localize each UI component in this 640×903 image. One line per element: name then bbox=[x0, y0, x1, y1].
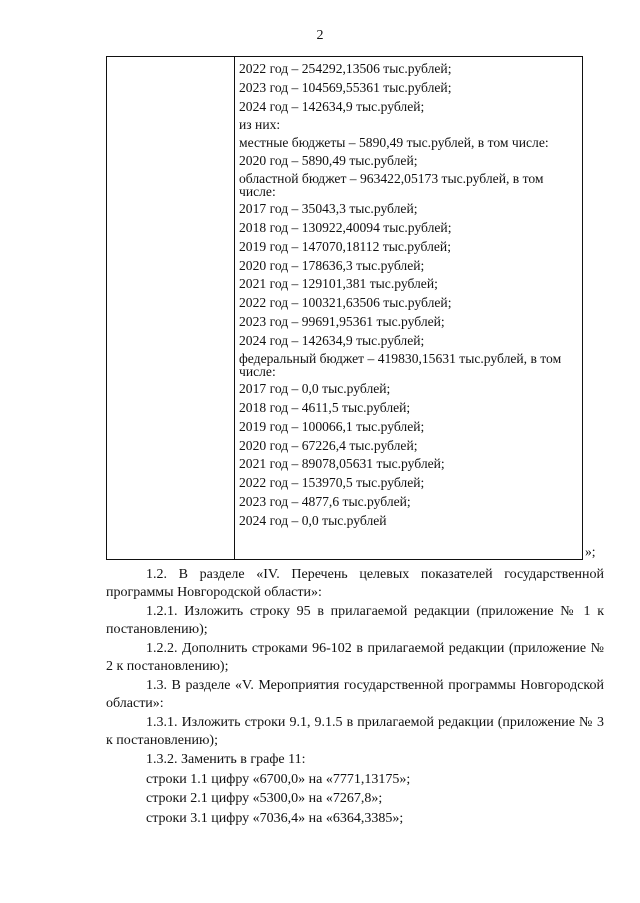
paragraph: 1.2.1. Изложить строку 95 в прилагаемой редакции (приложение № 1 к постановлению); bbox=[106, 604, 604, 637]
paragraph: строки 3.1 цифру «7036,4» на «6364,3385»; bbox=[146, 810, 404, 826]
funding-line: 2020 год – 178636,3 тыс.рублей; bbox=[239, 257, 425, 273]
funding-line: 2022 год – 254292,13506 тыс.рублей; bbox=[239, 61, 452, 76]
paragraph: 1.3. В разделе «V. Мероприятия государственной программы Новгородской области»: bbox=[106, 678, 604, 711]
funding-line: 2020 год – 67226,4 тыс.рублей; bbox=[239, 437, 418, 453]
funding-line: 2024 год – 0,0 тыс.рублей bbox=[239, 512, 387, 528]
funding-line: 2024 год – 142634,9 тыс.рублей; bbox=[239, 332, 425, 348]
table-closing-quote: »; bbox=[585, 544, 596, 559]
funding-line: 2024 год – 142634,9 тыс.рублей; bbox=[239, 98, 425, 114]
paragraph: 1.3.2. Заменить в графе 11: bbox=[146, 752, 306, 767]
paragraph: 1.3.1. Изложить строки 9.1, 9.1.5 в прилагаемой редакции (приложение № 3 к постановлению); bbox=[106, 715, 604, 748]
funding-line: федеральный бюджет – 419830,15631 тыс.рублей, в том числе: bbox=[239, 350, 562, 379]
funding-line: 2019 год – 147070,18112 тыс.рублей; bbox=[239, 238, 451, 254]
funding-line: 2017 год – 0,0 тыс.рублей; bbox=[239, 381, 391, 397]
funding-line: местные бюджеты – 5890,49 тыс.рублей, в том числе: bbox=[239, 135, 549, 151]
column-divider bbox=[234, 57, 235, 559]
funding-line: 2018 год – 130922,40094 тыс.рублей; bbox=[239, 219, 452, 235]
funding-line: 2023 год – 99691,95361 тыс.рублей; bbox=[239, 313, 445, 329]
funding-cell bbox=[239, 61, 576, 532]
funding-line: 2021 год – 129101,381 тыс.рублей; bbox=[239, 276, 438, 292]
page-number: 2 bbox=[316, 28, 324, 43]
funding-table bbox=[106, 56, 583, 560]
funding-line: 2022 год – 100321,63506 тыс.рублей; bbox=[239, 295, 452, 311]
funding-line: 2017 год – 35043,3 тыс.рублей; bbox=[239, 201, 418, 217]
funding-line: 2021 год – 89078,05631 тыс.рублей; bbox=[239, 456, 445, 472]
amendment-text bbox=[106, 566, 604, 829]
paragraph: 1.2. В разделе «IV. Перечень целевых показателей государственной программы Новгородской области»: bbox=[106, 567, 604, 600]
funding-line: 2022 год – 153970,5 тыс.рублей; bbox=[239, 475, 425, 491]
funding-line: из них: bbox=[239, 117, 281, 133]
paragraph: строки 2.1 цифру «5300,0» на «7267,8»; bbox=[146, 791, 383, 806]
funding-line: областной бюджет – 963422,05173 тыс.рублей, в том числе: bbox=[239, 170, 544, 199]
paragraph: 1.2.2. Дополнить строками 96-102 в прилагаемой редакции (приложение № 2 к постановлению); bbox=[106, 641, 604, 674]
funding-line: 2023 год – 4877,6 тыс.рублей; bbox=[239, 493, 411, 509]
funding-line: 2020 год – 5890,49 тыс.рублей; bbox=[239, 152, 418, 168]
funding-line: 2023 год – 104569,55361 тыс.рублей; bbox=[239, 79, 452, 95]
funding-line: 2018 год – 4611,5 тыс.рублей; bbox=[239, 399, 411, 415]
paragraph: строки 1.1 цифру «6700,0» на «7771,13175»; bbox=[146, 771, 411, 787]
funding-line: 2019 год – 100066,1 тыс.рублей; bbox=[239, 418, 425, 434]
